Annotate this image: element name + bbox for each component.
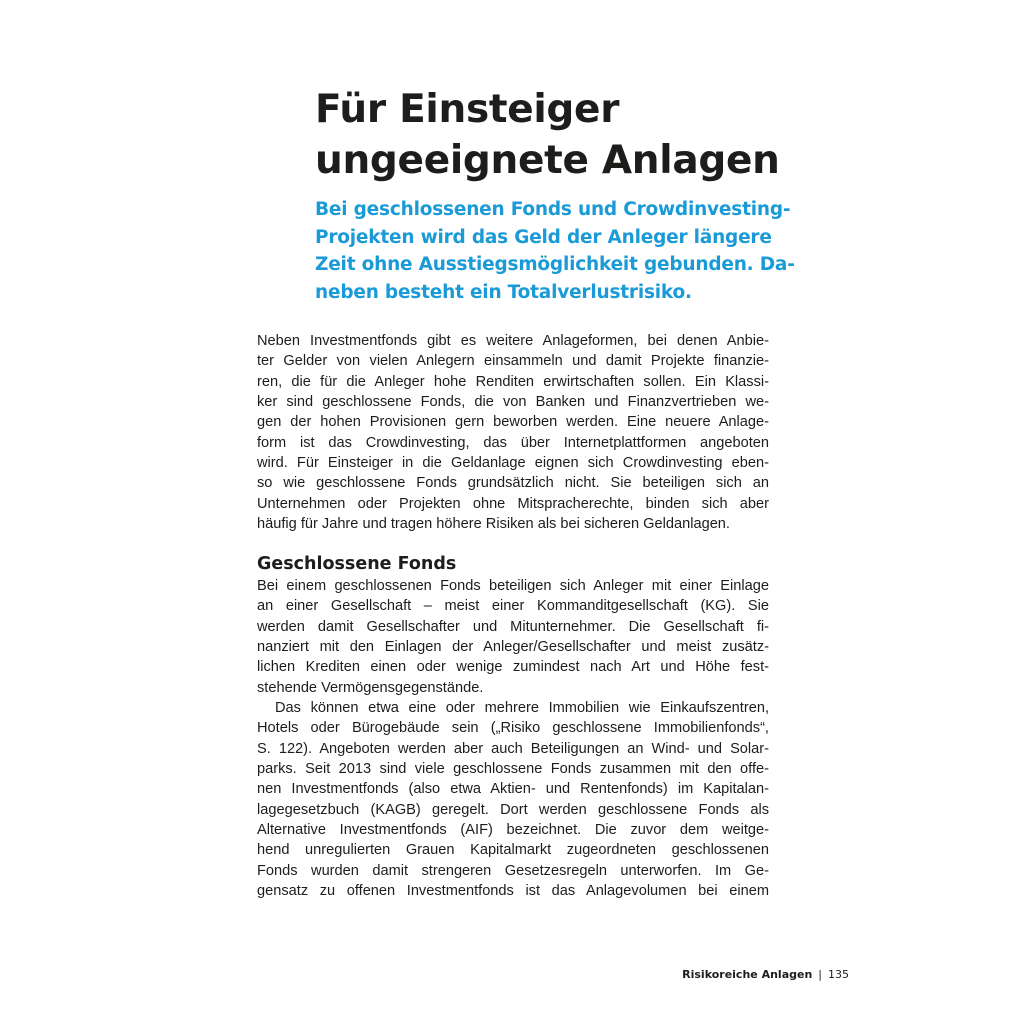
body-line: so wie geschlossene Fonds grundsätzlich nicht. Sie beteiligen sich an — [257, 475, 769, 492]
lead-line: Bei geschlossenen Fonds und Crowdinvesting- — [315, 199, 791, 220]
footer-separator: | — [818, 968, 822, 981]
body-line: S. 122). Angeboten werden aber auch Beteiligungen an Wind- und Solar- — [257, 740, 769, 757]
body-line: Bei einem geschlossenen Fonds beteiligen sich Anleger mit einer Einlage — [257, 578, 769, 594]
running-section-title: Risikoreiche Anlagen — [682, 968, 813, 981]
body-line: ker sind geschlossene Fonds, die von Banken und Finanzvertrieben we- — [257, 394, 769, 411]
lead-paragraph — [315, 196, 795, 306]
body-line: gen der hohen Provisionen gern beworben werden. Eine neuere Anlage- — [257, 414, 769, 431]
section-body — [257, 576, 769, 902]
section-heading: Geschlossene Fonds — [257, 554, 457, 574]
body-line: ter Gelder von vielen Anlegern einsammeln und damit Projekte finanzie- — [257, 353, 769, 370]
intro-paragraph — [257, 331, 769, 534]
body-line: stehende Vermögensgegenstände. — [257, 679, 484, 696]
body-line: lagegesetzbuch (KAGB) geregelt. Dort werden geschlossene Fonds als — [257, 801, 769, 818]
body-line: werden damit Gesellschafter und Mitunternehmer. Die Gesellschaft fi- — [257, 618, 769, 635]
body-line: Fonds wurden damit strengeren Gesetzesregeln unterworfen. Im Ge- — [257, 862, 769, 879]
body-line: nen Investmentfonds (also etwa Aktien- und Rentenfonds) im Kapitalan- — [257, 781, 769, 798]
body-line: häufig für Jahre und tragen höhere Risiken als bei sicheren Geldanlagen. — [257, 516, 730, 533]
page-number: 135 — [828, 968, 849, 981]
page-title — [315, 84, 835, 186]
page-footer — [682, 968, 849, 982]
body-line: Unternehmen oder Projekten ohne Mitspracherechte, binden sich aber — [257, 495, 769, 512]
body-line: Das können etwa eine oder mehrere Immobilien wie Einkaufszentren, — [275, 700, 769, 717]
title-line: Für Einsteiger — [315, 87, 620, 132]
body-line: an einer Gesellschaft – meist einer Kommanditgesellschaft (KG). Sie — [257, 598, 769, 615]
body-line: nanziert mit den Einlagen der Anleger/Gesellschafter und meist zusätz- — [257, 639, 769, 656]
body-line: wird. Für Einsteiger in die Geldanlage eignen sich Crowdinvesting eben- — [257, 455, 769, 472]
body-line: Hotels oder Bürogebäude sein („Risiko geschlossene Immobilienfonds“, — [257, 720, 769, 737]
body-line: lichen Krediten einen oder wenige zumindest nach Art und Höhe fest- — [257, 659, 769, 676]
lead-line: Zeit ohne Ausstiegsmöglichkeit gebunden. Da- — [315, 254, 795, 275]
lead-line: neben besteht ein Totalverlustrisiko. — [315, 281, 692, 303]
body-line: Neben Investmentfonds gibt es weitere Anlageformen, bei denen Anbie- — [257, 333, 769, 349]
lead-line: Projekten wird das Geld der Anleger längere — [315, 226, 772, 248]
body-line: ren, die für die Anleger hohe Renditen erwirtschaften sollen. Ein Klassi- — [257, 373, 769, 390]
body-line: Alternative Investmentfonds (AIF) bezeichnet. Die zuvor dem weitge- — [257, 822, 769, 839]
title-line: ungeeignete Anlagen — [315, 138, 780, 183]
body-line: parks. Seit 2013 sind viele geschlossene Fonds zusammen mit den offe- — [257, 761, 769, 778]
body-line: form ist das Crowdinvesting, das über Internetplattformen angeboten — [257, 434, 769, 451]
body-line: gensatz zu offenen Investmentfonds ist das Anlagevolumen bei einem — [257, 883, 769, 900]
body-line: hend unregulierten Grauen Kapitalmarkt zugeordneten geschlossenen — [257, 842, 769, 859]
